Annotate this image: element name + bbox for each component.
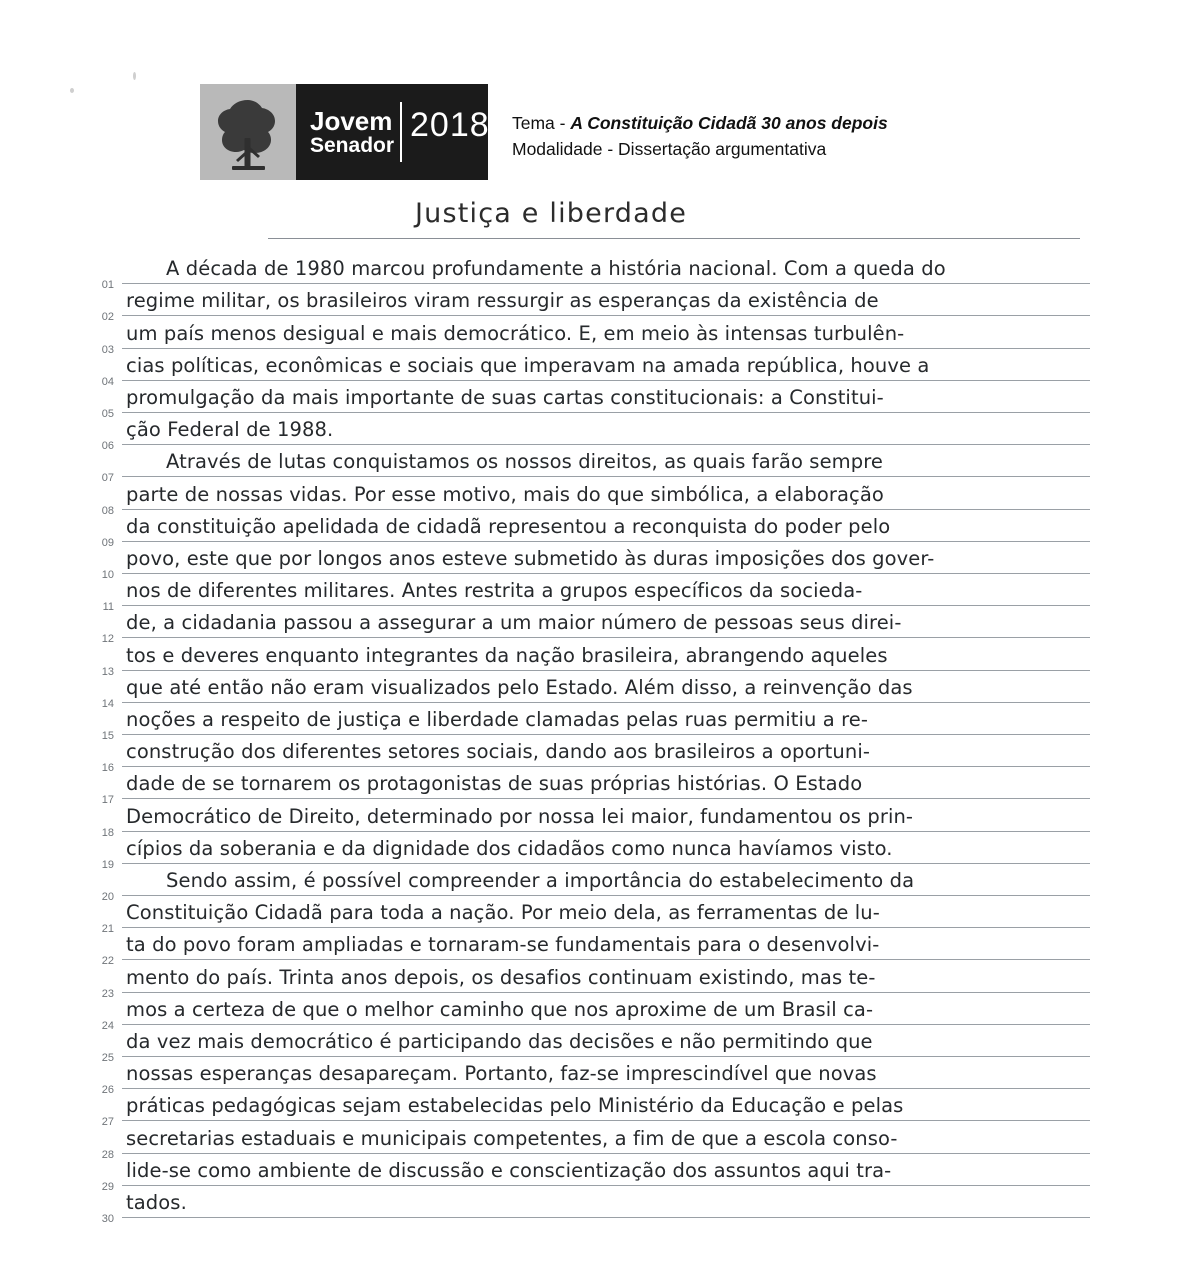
line-number: 06 xyxy=(101,440,114,453)
line-text: nossas esperanças desapareçam. Portanto, faz-se imprescindível que novas xyxy=(126,1062,877,1086)
line-text: cias políticas, econômicas e sociais que imperavam na amada república, houve a xyxy=(126,353,930,377)
line-number: 15 xyxy=(101,729,114,742)
line-number: 24 xyxy=(101,1019,114,1032)
line-text: dade de se tornarem os protagonistas de suas próprias histórias. O Estado xyxy=(126,772,863,796)
line-number: 09 xyxy=(101,536,114,549)
line-text: construção dos diferentes setores sociais, dando aos brasileiros a oportuni- xyxy=(126,740,870,764)
line-number: 26 xyxy=(101,1084,114,1097)
essay-line-row xyxy=(80,445,1090,485)
line-number: 29 xyxy=(101,1180,114,1193)
line-number: 11 xyxy=(102,601,114,614)
line-text: A década de 1980 marcou profundamente a história nacional. Com a queda do xyxy=(166,257,946,281)
line-text: um país menos desigual e mais democrático. E, em meio às intensas turbulên- xyxy=(126,321,905,345)
line-text: de, a cidadania passou a assegurar a um maior número de pessoas seus direi- xyxy=(126,611,902,635)
line-number: 02 xyxy=(101,311,114,324)
essay-line-row xyxy=(80,1089,1090,1129)
essay-line-row xyxy=(80,284,1090,324)
essay-line-row xyxy=(80,993,1090,1032)
line-text: lide-se como ambiente de discussão e conscientização dos assuntos aqui tra- xyxy=(126,1158,892,1182)
line-text: mento do país. Trinta anos depois, os desafios continuam existindo, mas te- xyxy=(126,965,876,989)
essay-line-row xyxy=(80,1025,1090,1064)
header-metadata xyxy=(512,110,888,162)
line-text: noções a respeito de justiça e liberdade clamadas pelas ruas permitiu a re- xyxy=(126,707,869,731)
theme-value: A Constituição Cidadã 30 anos depois xyxy=(570,113,888,133)
line-text: Através de lutas conquistamos os nossos direitos, as quais farão sempre xyxy=(166,450,884,474)
tree-icon xyxy=(200,84,296,180)
line-number: 04 xyxy=(101,375,114,388)
essay-line-row xyxy=(80,1121,1090,1161)
line-text: que até então não eram visualizados pelo Estado. Além disso, a reinvenção das xyxy=(126,675,913,699)
line-number: 20 xyxy=(101,890,114,903)
line-number: 03 xyxy=(101,343,114,356)
essay-line-row xyxy=(80,735,1090,775)
essay-line-row xyxy=(80,252,1090,292)
essay-line-row xyxy=(80,703,1090,742)
line-number: 18 xyxy=(101,826,114,839)
logo-divider xyxy=(400,102,402,162)
modality-line xyxy=(512,136,888,162)
essay-line-row xyxy=(80,574,1090,614)
line-number: 14 xyxy=(101,697,114,710)
line-number: 30 xyxy=(101,1212,114,1225)
logo-line-jovem: Jovem xyxy=(310,106,393,137)
line-number: 08 xyxy=(101,504,114,517)
line-text: parte de nossas vidas. Por esse motivo, mais do que simbólica, a elaboração xyxy=(126,482,884,506)
essay-line-row xyxy=(80,896,1090,936)
logo-line-senador: Senador xyxy=(310,133,395,157)
essay-line-row xyxy=(80,381,1090,420)
line-number: 22 xyxy=(101,955,114,968)
line-number: 16 xyxy=(101,762,114,775)
line-text: Democrático de Direito, determinado por nossa lei maior, fundamentou os prin- xyxy=(126,804,914,828)
essay-line-row xyxy=(80,638,1090,678)
title-underline xyxy=(268,238,1080,239)
modality-value: Dissertação argumentativa xyxy=(618,139,827,159)
line-text: mos a certeza de que o melhor caminho que nos aproxime de um Brasil ca- xyxy=(126,997,874,1021)
line-text: cípios da soberania e da dignidade dos cidadãos como nunca havíamos visto. xyxy=(126,836,893,860)
line-text: tados. xyxy=(126,1190,187,1214)
essay-line-row xyxy=(80,799,1090,839)
line-number: 05 xyxy=(101,407,114,420)
line-text: Constituição Cidadã para toda a nação. Por meio dela, as ferramentas de lu- xyxy=(126,901,880,925)
line-number: 01 xyxy=(101,279,114,292)
scan-speckle xyxy=(133,72,136,80)
essay-line-row xyxy=(80,510,1090,549)
scan-speckle xyxy=(70,88,74,93)
line-rule xyxy=(122,1217,1090,1218)
line-text: regime militar, os brasileiros viram ressurgir as esperanças da existência de xyxy=(126,289,879,313)
line-number: 27 xyxy=(101,1116,114,1129)
essay-line-row xyxy=(80,1186,1090,1225)
logo-year: 2018 xyxy=(410,106,490,144)
line-number: 12 xyxy=(101,633,114,646)
essay-sheet xyxy=(0,190,1200,1266)
essay-line-row xyxy=(80,767,1090,807)
line-number: 21 xyxy=(101,923,114,936)
essay-line-row xyxy=(80,960,1090,1000)
modality-label: Modalidade - xyxy=(512,139,619,159)
essay-line-row xyxy=(80,413,1090,453)
essay-line-row xyxy=(80,316,1090,356)
essay-line-row xyxy=(80,928,1090,968)
line-number: 10 xyxy=(101,568,114,581)
essay-line-row xyxy=(80,832,1090,871)
line-text: ta do povo foram ampliadas e tornaram-se fundamentais para o desenvolvi- xyxy=(126,933,880,957)
line-number: 19 xyxy=(101,858,114,871)
line-text: da constituição apelidada de cidadã representou a reconquista do poder pelo xyxy=(126,514,891,538)
line-text: tos e deveres enquanto integrantes da nação brasileira, abrangendo aqueles xyxy=(126,643,888,667)
line-number: 23 xyxy=(101,987,114,1000)
jovem-senador-logo xyxy=(200,84,488,180)
essay-title: Justiça e liberdade xyxy=(415,198,688,229)
line-number: 25 xyxy=(101,1051,114,1064)
line-number: 28 xyxy=(101,1148,114,1161)
theme-line xyxy=(512,110,888,136)
line-number: 07 xyxy=(101,472,114,485)
theme-label: Tema - xyxy=(512,113,571,133)
essay-line-row xyxy=(80,1057,1090,1097)
essay-line-row xyxy=(80,671,1090,710)
line-text: ção Federal de 1988. xyxy=(126,418,334,442)
line-text: nos de diferentes militares. Antes restrita a grupos específicos da socieda- xyxy=(126,579,863,603)
line-text: promulgação da mais importante de suas cartas constitucionais: a Constitui- xyxy=(126,385,884,409)
line-number: 17 xyxy=(101,794,114,807)
line-number: 13 xyxy=(101,665,114,678)
essay-line-row xyxy=(80,542,1090,581)
essay-line-row xyxy=(80,477,1090,517)
document-header xyxy=(200,84,1100,184)
line-text: práticas pedagógicas sejam estabelecidas pelo Ministério da Educação e pelas xyxy=(126,1094,904,1118)
line-text: da vez mais democrático é participando das decisões e não permitindo que xyxy=(126,1029,873,1053)
essay-line-row xyxy=(80,349,1090,388)
essay-line-row xyxy=(80,606,1090,646)
essay-line-row xyxy=(80,864,1090,903)
logo-wordmark xyxy=(296,84,488,180)
line-text: Sendo assim, é possível compreender a importância do estabelecimento da xyxy=(166,868,915,892)
line-text: povo, este que por longos anos esteve submetido às duras imposições dos gover- xyxy=(126,546,935,570)
essay-line-row xyxy=(80,1154,1090,1193)
line-text: secretarias estaduais e municipais competentes, a fim de que a escola conso- xyxy=(126,1126,898,1150)
